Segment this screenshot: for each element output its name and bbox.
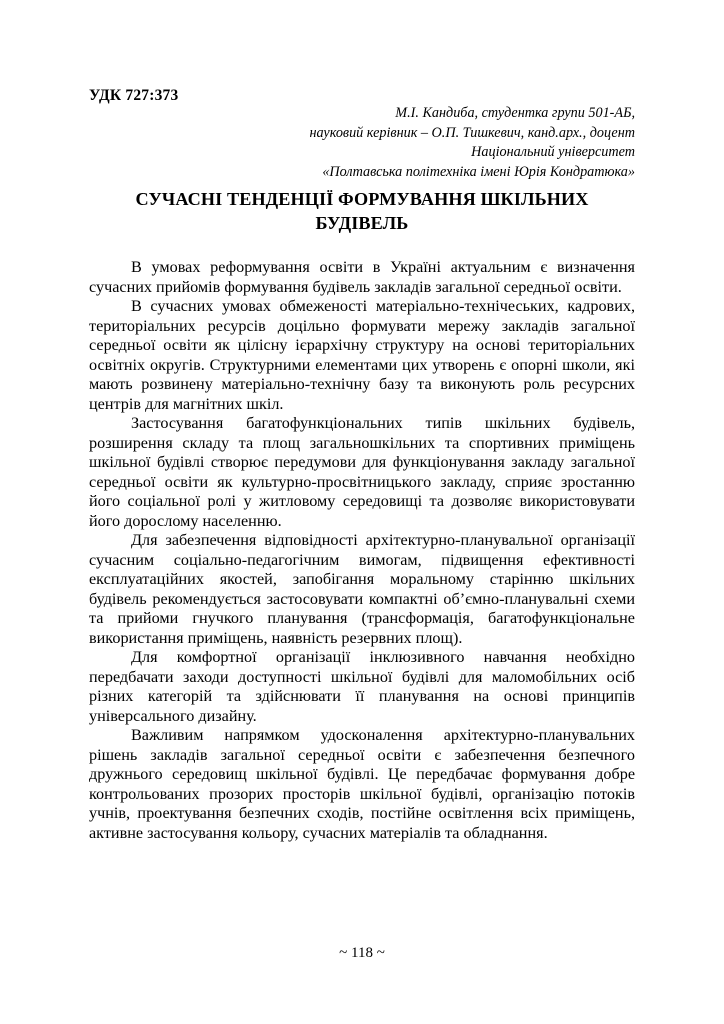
paper-title <box>89 187 635 235</box>
university-line: Національний університет <box>471 144 635 160</box>
paragraph: Для комфортної організації інклюзивного навчання необхідно передбачати заходи доступності шкільної будівлі для маломобільних осіб різних категорій та здійснювати її планування на основі принципів універсального дизайну. <box>89 648 635 725</box>
paragraph: В умовах реформування освіти в Україні актуальним є визначення сучасних прийомів формування будівель закладів загальної середньої освіти. <box>89 258 635 296</box>
author-block <box>75 104 635 182</box>
author-line: М.І. Кандиба, студентка групи 501-АБ, <box>395 105 635 121</box>
paragraph: Застосування багатофункціональних типів шкільних будівель, розширення складу та площ загальношкільних та спортивних приміщень шкільної будівлі створює передумови для функціонування закладу загальної середньої освіти як культурно-просвітницького закладу, сприяє зростанню його соціальної ролі у житловому середовищі та дозволяє використовувати його дорослому населенню. <box>89 414 635 530</box>
paragraph: Важливим напрямком удосконалення архітектурно-планувальних рішень закладів загальної середньої освіти є забезпечення безпечного дружнього середовищ шкільної будівлі. Це передбачає формування добре контрольованих прозорих просторів шкільної будівлі, організацію потоків учнів, проектування безпечних сходів, постійне освітлення всіх приміщень, активне застосування кольору, сучасних матеріалів та обладнання. <box>89 726 635 842</box>
page-number: ~ 118 ~ <box>339 945 385 961</box>
udc-code: УДК 727:373 <box>89 87 179 104</box>
title-line-1: СУЧАСНІ ТЕНДЕНЦІЇ ФОРМУВАННЯ ШКІЛЬНИХ <box>135 189 589 209</box>
paragraph: В сучасних умовах обмеженості матеріально-технічеських, кадрових, територіальних ресурсів доцільно формувати мережу закладів загальної середньої освіти як цілісну ієрархічну структуру на основі територіальних освітніх округів. Структурними елементами цих утворень є опорні школи, які мають розвинену матеріально-технічну базу та виконують роль ресурсних центрів для магнітних шкіл. <box>89 297 635 413</box>
title-line-2: БУДІВЕЛЬ <box>315 213 409 233</box>
body-text <box>89 258 635 843</box>
university-name-line: «Полтавська політехніка імені Юрія Кондратюка» <box>322 163 635 180</box>
paragraph: Для забезпечення відповідності архітектурно-планувальної організації сучасним соціально-педагогічним вимогам, підвищення ефективності експлуатаційних якостей, запобігання моральному старінню шкільних будівель рекомендується застосовувати компактні об’ємно-планувальні схеми та прийоми гнучкого планування (трансформація, багатофункціональне використання приміщень, наявність резервних площ). <box>89 531 635 647</box>
supervisor-line: науковий керівник – О.П. Тишкевич, канд.арх., доцент <box>309 124 635 141</box>
